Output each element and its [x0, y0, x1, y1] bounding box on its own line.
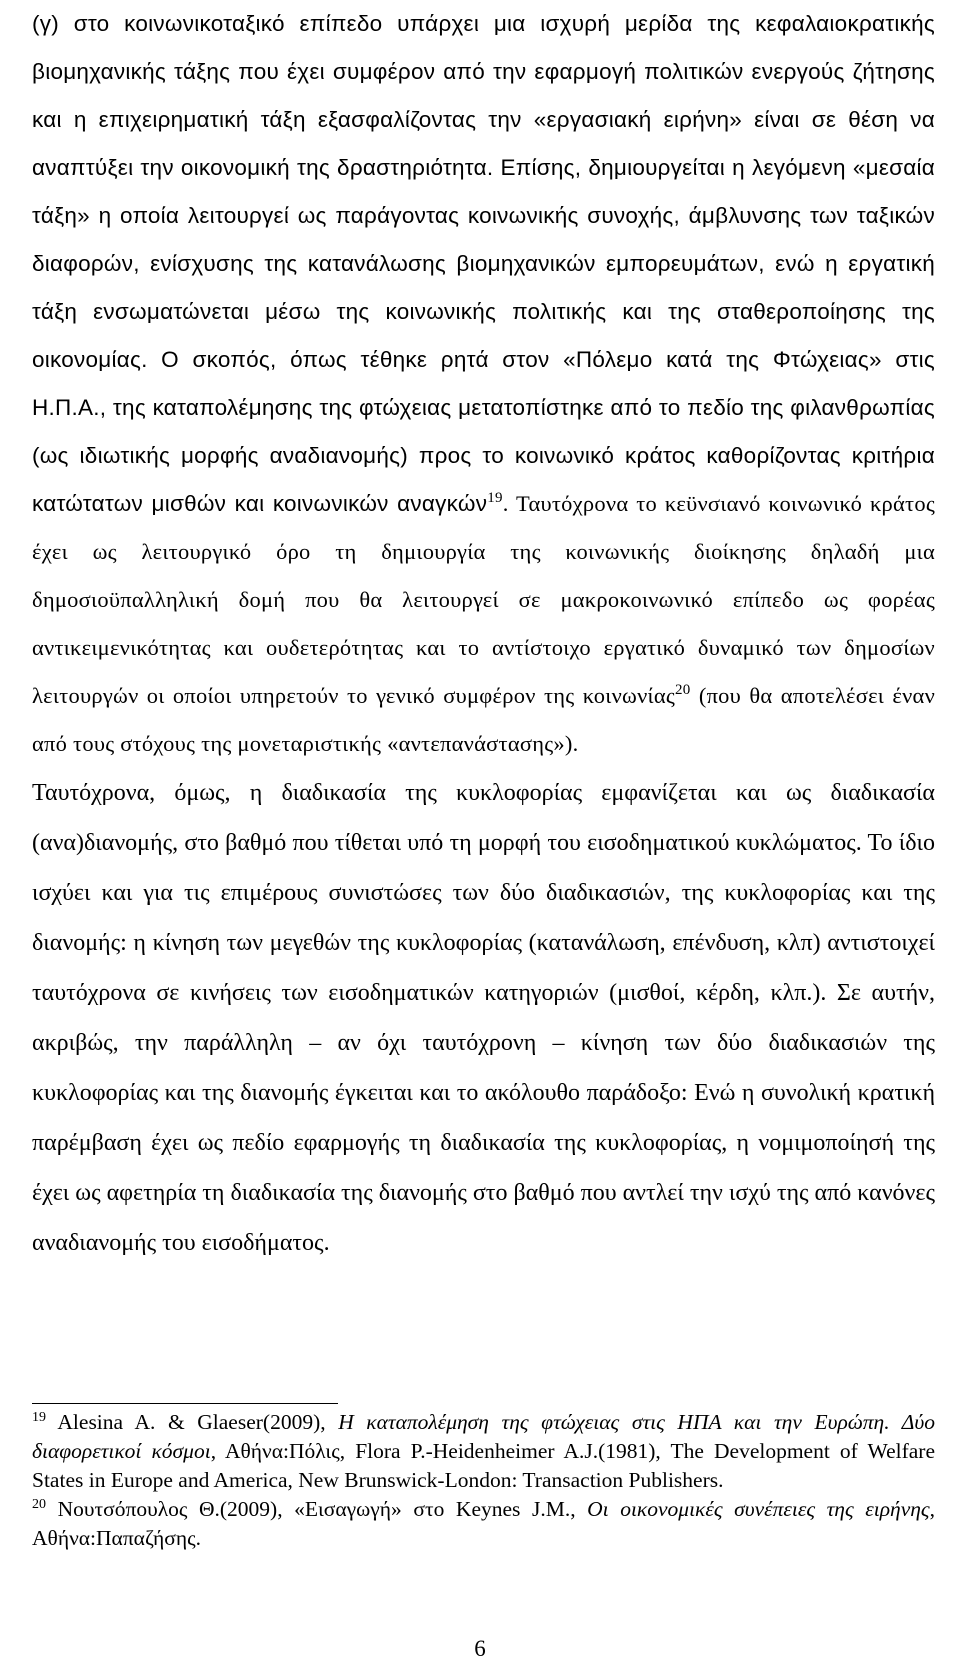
body-text	[32, 0, 935, 1268]
footnote-ref-19[interactable]: 19	[487, 490, 503, 506]
footnote-text: , Αθήνα:Παπαζήσης.	[32, 1497, 935, 1550]
footnote-text: , Αθήνα:Πόλις, Flora P.-Heidenheimer A.J.(1981), The Development of Welfare States in Europe and America, New Brunswick-London: Transaction Publishers.	[32, 1439, 936, 1492]
footnote-book-title: Οι οικονομικές συνέπειες της ειρήνης	[587, 1497, 930, 1521]
footnote-ref-20[interactable]: 20	[675, 682, 691, 698]
footnote-text: Alesina A. & Glaeser(2009),	[46, 1410, 339, 1434]
paragraph-1	[32, 0, 935, 768]
footnote-number: 19	[32, 1410, 46, 1425]
footnotes	[32, 1408, 935, 1553]
paragraph-1-part-b: . Ταυτόχρονα το κεϋνσιανό κοινωνικό κράτος έχει ως λειτουργικό όρο τη δημιουργία της κοινωνικής διοίκησης δηλαδή μια δημοσιοϋπαλληλική δομή που θα λειτουργεί σε μακροκοινωνικό επίπεδο ως φορέας αντικειμενικότητας και ουδετερότητας και το αντίστοιχο εργατικό δυναμικό των δημοσίων λειτουργών οι οποίοι υπηρετούν το γενικό συμφέρον της κοινωνίας	[32, 491, 935, 708]
paragraph-1-part-c: (που θα αποτελέσει έναν από τους στόχους της μονεταριστικής «αντεπανάστασης»).	[32, 683, 935, 756]
footnote-number: 20	[32, 1497, 46, 1512]
footnote-book-title: Η καταπολέμηση της φτώχειας στις ΗΠΑ και την Ευρώπη. Δύο διαφορετικοί κόσμοι	[32, 1410, 936, 1463]
paragraph-2: Ταυτόχρονα, όμως, η διαδικασία της κυκλοφορίας εμφανίζεται και ως διαδικασία (ανα)διανομής, στο βαθμό που τίθεται υπό τη μορφή του εισοδηματικού κυκλώματος. Το ίδιο ισχύει και για τις επιμέρους συνιστώσες των δύο διαδικασιών, της κυκλοφορίας και της διανομής: η κίνηση των μεγεθών της κυκλοφορίας (κατανάλωση, επένδυση, κλπ) αντιστοιχεί ταυτόχρονα σε κινήσεις των εισοδηματικών κατηγοριών (μισθοί, κέρδη, κλπ.). Σε αυτήν, ακριβώς, την παράλληλη – αν όχι ταυτόχρονη – κίνηση των δύο διαδικασιών της κυκλοφορίας και της διανομής έγκειται και το ακόλουθο παράδοξο: Ενώ η συνολική κρατική παρέμβαση έχει ως πεδίο εφαρμογής τη διαδικασία της κυκλοφορίας, η νομιμοποίησή της έχει ως αφετηρία τη διαδικασία της διανομής στο βαθμό που αντλεί την ισχύ της από κανόνες αναδιανομής του εισοδήματος.	[32, 780, 935, 1256]
footnote-text: Νουτσόπουλος Θ.(2009), «Εισαγωγή» στο Keynes J.M.,	[46, 1497, 588, 1521]
footnote-separator	[32, 1403, 338, 1404]
paragraph-1-part-a: (γ) στο κοινωνικοταξικό επίπεδο υπάρχει μια ισχυρή μερίδα της κεφαλαιοκρατικής βιομηχανικής τάξης που έχει συμφέρον από την εφαρμογή πολιτικών ενεργούς ζήτησης και η επιχειρηματική τάξη εξασφαλίζοντας την «εργασιακή ειρήνη» είναι σε θέση να αναπτύξει την οικονομική της δραστηριότητα. Επίσης, δημιουργείται η λεγόμενη «μεσαία τάξη» η οποία λειτουργεί ως παράγοντας κοινωνικής συνοχής, άμβλυνσης των ταξικών διαφορών, ενίσχυσης της κατανάλωσης βιομηχανικών εμπορευμάτων, ενώ η εργατική τάξη ενσωματώνεται μέσω της κοινωνικής πολιτικής και της σταθεροποίησης της οικονομίας. Ο σκοπός, όπως τέθηκε ρητά στον «Πόλεμο κατά της Φτώχειας» στις Η.Π.Α., της καταπολέμησης της φτώχειας μετατοπίστηκε από το πεδίο της φιλανθρωπίας (ως ιδιωτικής μορφής αναδιανομής) προς το κοινωνικό κράτος καθορίζοντας κριτήρια κατώτατων μισθών και κοινωνικών αναγκών	[32, 11, 935, 516]
footnote-20	[32, 1495, 935, 1553]
footnote-19	[32, 1408, 935, 1495]
page-number: 6	[474, 1636, 486, 1661]
